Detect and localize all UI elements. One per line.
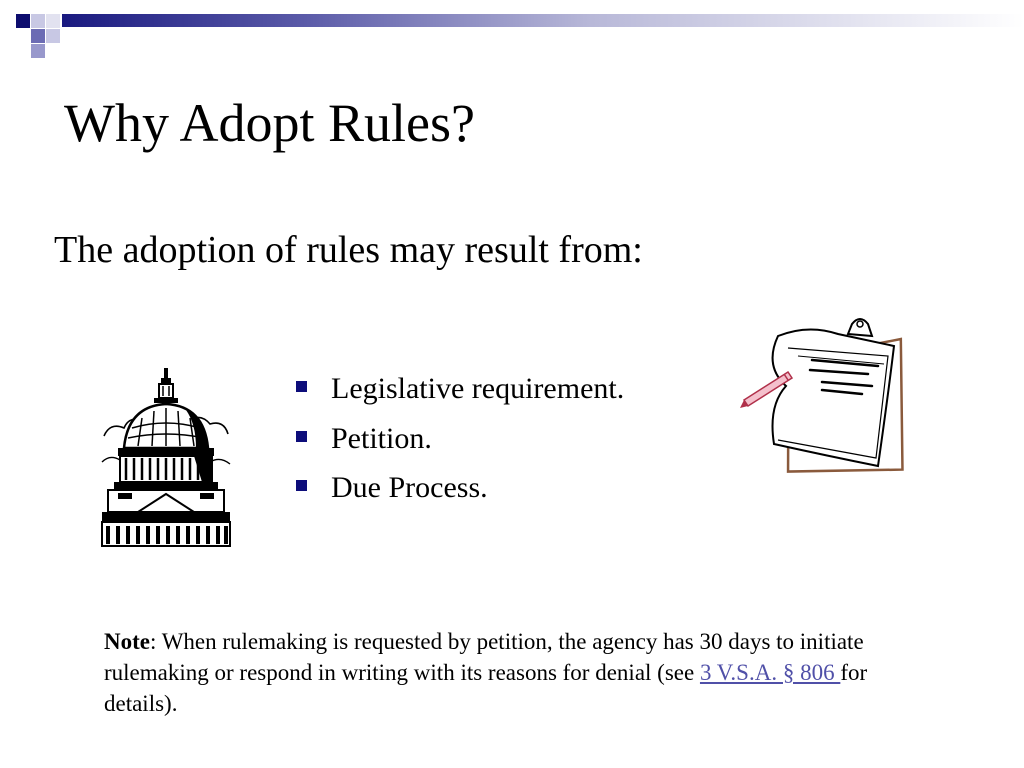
slide-title: Why Adopt Rules? bbox=[64, 93, 475, 153]
header-square-decoration bbox=[16, 14, 30, 28]
header-square-decoration bbox=[46, 29, 60, 43]
bullet-text: Petition. bbox=[331, 421, 432, 455]
bullet-item bbox=[296, 364, 624, 414]
bullet-list bbox=[296, 364, 624, 513]
bullet-item bbox=[296, 414, 624, 464]
header-square-decoration bbox=[31, 44, 45, 58]
header-gradient-bar bbox=[62, 14, 1024, 27]
square-bullet-icon bbox=[296, 431, 307, 442]
header-square-decoration bbox=[46, 14, 60, 28]
bullet-text: Due Process. bbox=[331, 471, 488, 504]
header-square-decoration bbox=[31, 14, 45, 28]
slide-subtitle: The adoption of rules may result from: bbox=[54, 229, 643, 271]
square-bullet-icon bbox=[296, 381, 307, 392]
statute-link[interactable]: 3 V.S.A. § 806 bbox=[699, 660, 841, 685]
header-square-decoration bbox=[31, 29, 45, 43]
note-text-end: for details). bbox=[104, 660, 868, 716]
note-paragraph bbox=[104, 626, 904, 719]
note-text: : When rulemaking is requested by petition, the agency has 30 days to initiate rulemaking or respond in writing with its reasons for denial (see bbox=[104, 629, 864, 685]
bullet-text: Legislative requirement. bbox=[331, 372, 625, 405]
note-label: Note bbox=[104, 629, 150, 654]
square-bullet-icon bbox=[296, 480, 307, 491]
clipboard-with-pencil-icon bbox=[738, 316, 918, 481]
capitol-dome-icon bbox=[98, 366, 234, 548]
bullet-item bbox=[296, 463, 624, 513]
